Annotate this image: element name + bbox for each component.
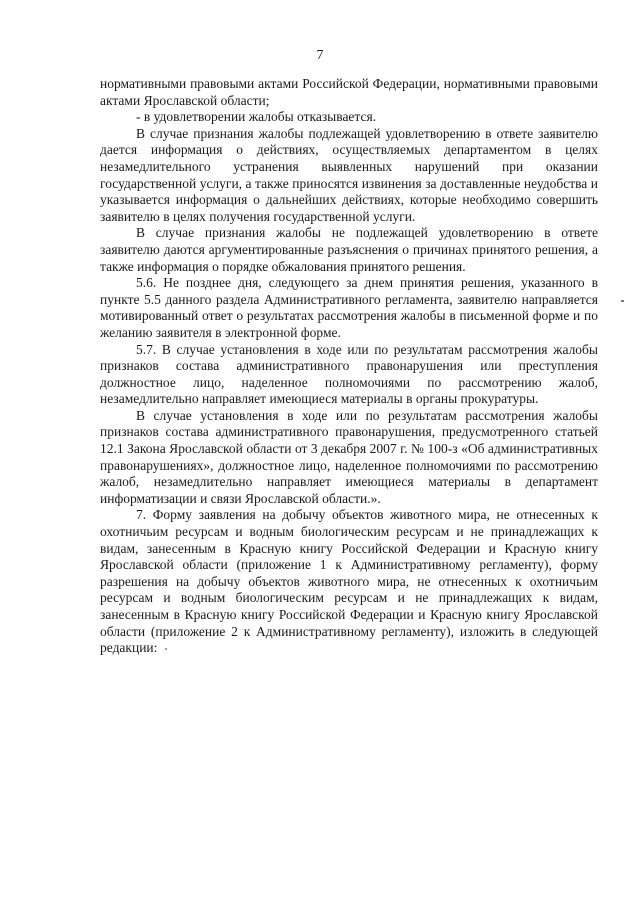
- paragraph-complaint-not-satisfied: В случае признания жалобы не подлежащей удовлетворению в ответе заявителю даются аргументированные разъяснения о причинах принятого решения, а также информация о порядке обжалования принятого решения.: [100, 225, 598, 274]
- scan-margin-mark: [621, 300, 624, 302]
- paragraph-clause-5-6: 5.6. Не позднее дня, следующего за днем принятия решения, указанного в пункте 5.5 данного раздела Административного регламента, заявителю направляется мотивированный ответ о результатах рассмотрения жалобы в письменной форме и по желанию заявителя в электронной форме.: [100, 275, 598, 340]
- document-body: [100, 76, 598, 657]
- page-number: 7: [316, 48, 324, 63]
- paragraph-normative-acts: нормативными правовыми актами Российской Федерации, нормативными правовыми актами Ярославской области;: [100, 76, 598, 108]
- paragraph-clause-5-7: 5.7. В случае установления в ходе или по результатам рассмотрения жалобы признаков состава административного правонарушения или преступления должностное лицо, наделенное полномочиями по рассмотрению жалоб, незамедлительно направляет имеющиеся материалы в органы прокуратуры.: [100, 341, 598, 407]
- paragraph-clause-7-text: 7. Форму заявления на добычу объектов животного мира, не отнесенных к охотничьим ресурсам и водным биологическим ресурсам и не принадлежащих к видам, занесенным в Красную книгу Российской Федерации и Красную книгу Ярославской области (приложение 1 к Административному регламенту), форму разрешения на добычу объектов животного мира, не отнесенных к охотничьим ресурсам и водным биологическим ресурсам и не принадлежащих к видам, занесенным в Красную книгу Российской Федерации и Красную книгу Ярославской области (приложение 2 к Административному регламенту), изложить в следующей редакции:: [100, 507, 598, 656]
- paragraph-clause-7: [100, 507, 598, 656]
- paragraph-refusal-item: - в удовлетворении жалобы отказывается.: [136, 109, 377, 125]
- paragraph-complaint-satisfied: В случае признания жалобы подлежащей удовлетворению в ответе заявителю дается информация о действиях, осуществляемых департаментом в целях незамедлительного устранения выявленных нарушений при оказании государственной услуги, а также приносятся извинения за доставленные неудобства и указывается информация о дальнейших действиях, которые необходимо совершить заявителю в целях получения государственной услуги.: [100, 125, 598, 224]
- scan-speck: [165, 648, 167, 650]
- paragraph-administrative-offense: В случае установления в ходе или по результатам рассмотрения жалобы признаков состава административного правонарушения, предусмотренного статьей 12.1 Закона Ярославской области от 3 декабря 2007 г. № 100-з «Об административных правонарушениях», должностное лицо, наделенное полномочиями по рассмотрению жалоб, незамедлительно направляет имеющиеся материалы в департамент информатизации и связи Ярославской области.».: [100, 407, 598, 506]
